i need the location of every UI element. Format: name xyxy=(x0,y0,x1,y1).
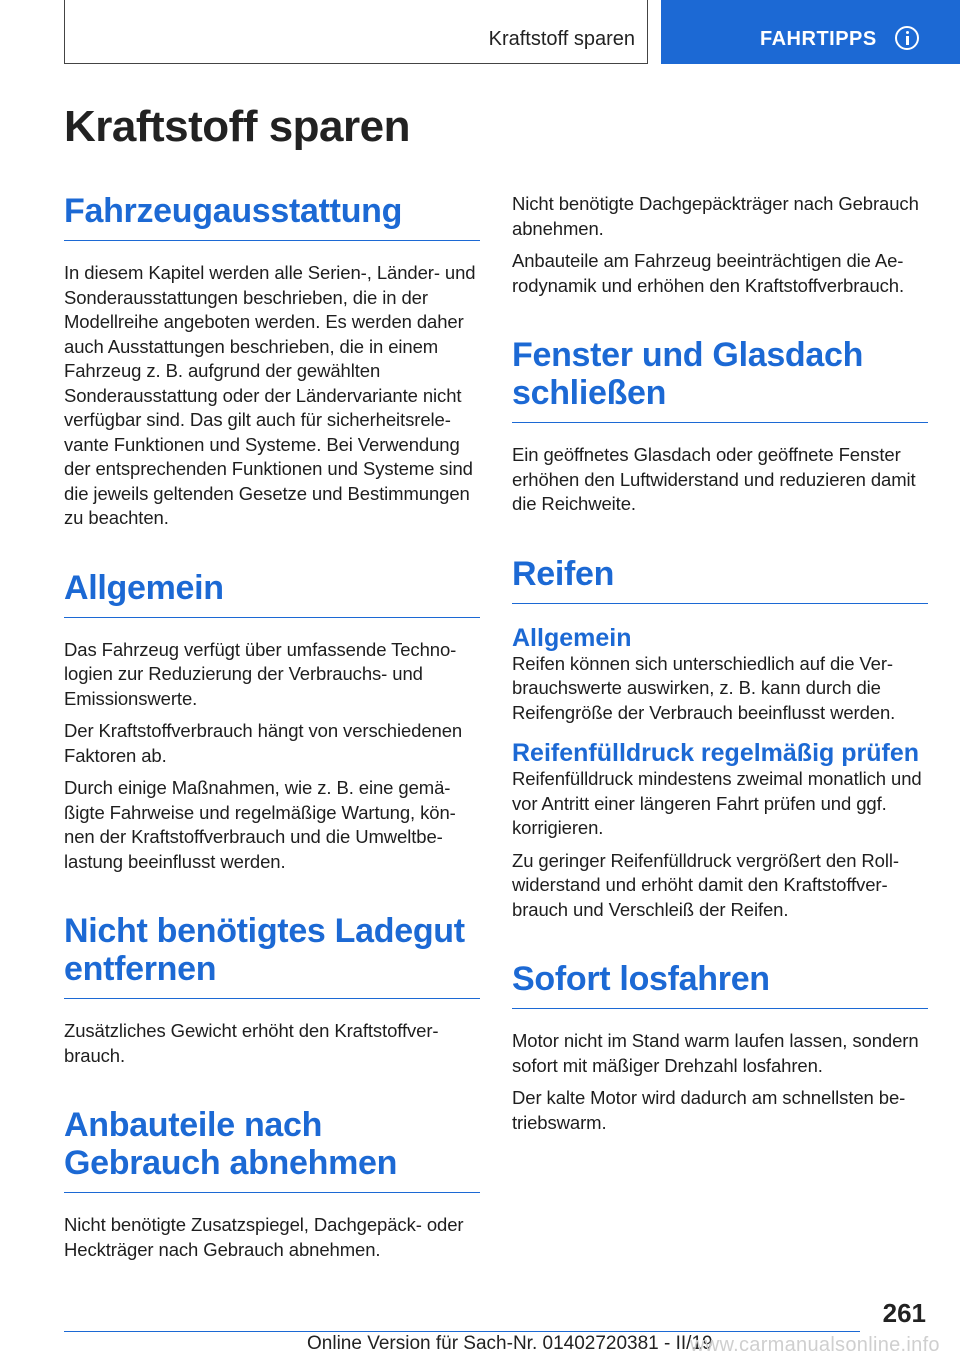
paragraph: Reifen können sich unterschiedlich auf die Verbrauchswerte auswirken, z. B. kann durch die Reifengröße der Verbrauch beeinflusst werden. xyxy=(512,652,896,723)
header-breadcrumb-box xyxy=(64,0,648,64)
heading-fahrzeugausstattung: Fahrzeugausstattung xyxy=(64,192,480,241)
heading-sofort-losfahren: Sofort losfahren xyxy=(512,960,928,1009)
footer-online-version: Online Version für Sach-Nr. 01402720381 - II/19 xyxy=(307,1333,713,1354)
header-section-tab xyxy=(661,0,960,64)
paragraph: Nicht benötigte Dachgepäckträger nach Gebrauch abnehmen. xyxy=(512,193,919,239)
subheading-allgemein: Allgemein xyxy=(512,623,632,652)
paragraph: Anbauteile am Fahrzeug beeinträchtigen die Aerodynamik und erhöhen den Kraftstoffverbrauch. xyxy=(512,250,905,296)
heading-fenster-glasdach: Fenster und Glasdach schließen xyxy=(512,336,928,423)
right-column xyxy=(512,192,928,1135)
heading-allgemein: Allgemein xyxy=(64,569,480,618)
left-column xyxy=(64,192,480,1262)
paragraph: Reifenfülldruck mindestens zweimal monatlich und vor Antritt einer längeren Fahrt prüfen und ggf. korrigieren. xyxy=(512,768,922,838)
watermark: www.carmanualsonline.info xyxy=(690,1334,940,1356)
info-icon xyxy=(895,26,919,50)
paragraph: Durch einige Maßnahmen, wie z. B. eine gemäßigte Fahrweise und regelmäßige Wartung, können der Kraftstoffverbrauch und die Umweltbelastung beeinflusst werden. xyxy=(64,777,456,872)
paragraph: Motor nicht im Stand warm laufen lassen, sondern sofort mit mäßiger Drehzahl losfahren. xyxy=(512,1030,919,1076)
page-number: 261 xyxy=(882,1298,926,1328)
paragraph: Der Kraftstoffverbrauch hängt von verschiedenen Faktoren ab. xyxy=(64,720,463,766)
heading-anbauteile: Anbauteile nach Gebrauch abnehmen xyxy=(64,1106,480,1193)
paragraph: Ein geöffnetes Glasdach oder geöffnete Fenster erhöhen den Luftwiderstand und reduzieren damit die Reichweite. xyxy=(512,444,916,514)
paragraph: Zu geringer Reifenfülldruck vergrößert den Rollwiderstand und erhöht damit den Kraftstoffverbrauch und Verschleiß der Reifen. xyxy=(512,849,900,920)
subheading-reifenfuelldruck: Reifenfülldruck regelmäßig prüfen xyxy=(512,739,920,767)
footer-divider xyxy=(64,1331,860,1332)
paragraph: Das Fahrzeug verfügt über umfassende Technologien zur Reduzierung der Verbrauchs- und Emissionswerte. xyxy=(64,638,457,709)
page-title: Kraftstoff sparen xyxy=(64,102,410,151)
heading-ladegut: Nicht benötigtes Ladegut entfernen xyxy=(64,912,480,999)
paragraph: Nicht benötigte Zusatzspiegel, Dachgepäck- oder Heckträger nach Gebrauch abnehmen. xyxy=(64,1214,464,1260)
header-breadcrumb: Kraftstoff sparen xyxy=(488,28,635,50)
paragraph: In diesem Kapitel werden alle Serien-, Länder- und Sonderausstattungen beschrieben, die in der Modellreihe angeboten werden. Es werden daher auch Ausstattungen beschrieben, die in einem Fahrzeug z. B. aufgrund der gewählten Sonderausstattung oder der Ländervariante nicht verfügbar sind. Das gilt auch für sicherheitsrelevante Funktionen und Systeme. Bei Verwendung der entsprechenden Funktionen und Systeme sind die jeweils geltenden Gesetze und Bestimmungen zu beachten. xyxy=(64,262,476,528)
paragraph: Zusätzliches Gewicht erhöht den Kraftstoffverbrauch. xyxy=(64,1020,439,1066)
paragraph: Der kalte Motor wird dadurch am schnellsten betriebswarm. xyxy=(512,1087,906,1133)
heading-reifen: Reifen xyxy=(512,555,928,604)
header-section-label: FAHRTIPPS xyxy=(760,28,877,50)
